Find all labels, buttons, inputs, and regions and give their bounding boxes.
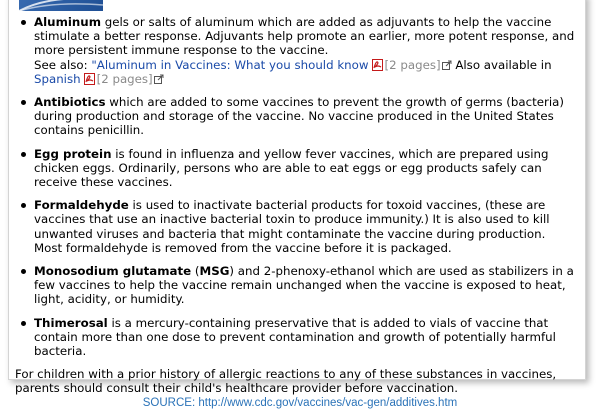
spanish-link[interactable]: Spanish [34, 71, 81, 86]
source-caption: SOURCE: http://www.cdc.gov/vaccines/vac-gen/additives.htm [142, 397, 458, 409]
external-link-icon[interactable] [154, 74, 164, 84]
list-item-formaldehyde [34, 198, 577, 255]
egg-protein-description: is found in influenza and yellow fever vaccines, which are prepared using chicken eggs. Ordinarily, persons who are able to eat eggs or egg products safely can receive these vaccines. [34, 146, 549, 190]
external-link-icon[interactable] [442, 60, 452, 70]
additives-content [15, 15, 577, 396]
list-item-aluminum [34, 15, 577, 86]
term-antibiotics: Antibiotics [34, 95, 106, 110]
additives-list [15, 15, 577, 358]
content-card [8, 0, 586, 396]
also-available-text: Also available in [451, 57, 552, 72]
msg-paren-open: ( [191, 264, 200, 279]
list-item-msg [34, 264, 577, 307]
list-item-thimerosal [34, 316, 577, 359]
list-item-antibiotics [34, 95, 577, 138]
formaldehyde-description: is used to inactivate bacterial products for toxoid vaccines, (these are vaccines that use an inactive bacterial toxin to produce immunity.) It is also used to kill unwanted viruses and bacteria that might contaminate the vaccine during production. Most formaldehyde is removed from the vaccine before it is packaged. [34, 198, 550, 255]
antibiotics-description: which are added to some vaccines to prevent the growth of germs (bacteria) during production and storage of the vaccine. No vaccine produced in the United States contains penicillin. [34, 95, 564, 138]
closing-paragraph: For children with a prior history of allergic reactions to any of these substances in vaccines, parents should consult their child's healthcare provider before vaccination. [15, 367, 557, 396]
term-formaldehyde: Formaldehyde [34, 198, 129, 213]
term-aluminum: Aluminum [34, 15, 101, 29]
aluminum-description: gels or salts of aluminum which are added as adjuvants to help the vaccine stimulate a better response. Adjuvants help promote an earlier, more potent response, and more persistent immune response to the vaccine. [34, 15, 575, 58]
see-also-label: See also: [34, 57, 92, 72]
term-monosodium-glutamate: Monosodium glutamate [34, 264, 192, 279]
term-thimerosal: Thimerosal [34, 315, 108, 330]
pages-badge: [2 pages] [96, 71, 153, 86]
logo [19, 0, 103, 11]
pdf-icon [372, 59, 383, 71]
pages-badge: [2 pages] [384, 57, 441, 72]
list-item-egg-protein [34, 147, 577, 190]
msg-description: ) and 2-phenoxy-ethanol which are used as stabilizers in a few vaccines to help the vaccine remain unchanged when the vaccine is exposed to heat, light, acidity, or humidity. [34, 264, 574, 307]
term-egg-protein: Egg protein [34, 146, 112, 161]
pdf-icon [84, 73, 95, 85]
term-msg: MSG [199, 264, 230, 279]
thimerosal-description: is a mercury-containing preservative that is added to vials of vaccine that contain more than one dose to prevent contamination and growth of potentially harmful bacteria. [34, 315, 556, 359]
aluminum-vaccines-link[interactable]: "Aluminum in Vaccines: What you should know [91, 57, 369, 72]
